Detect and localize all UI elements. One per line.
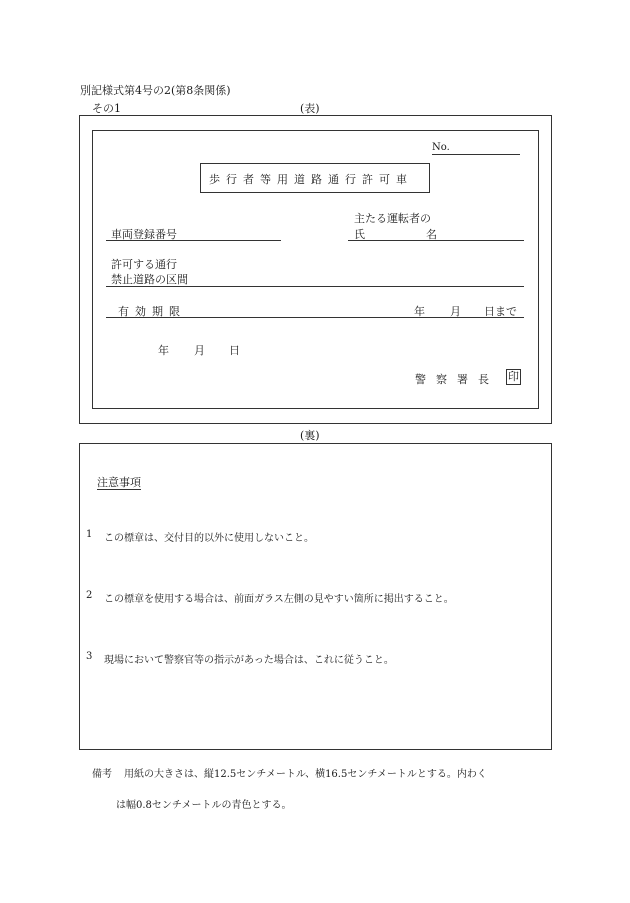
remarks-line-2: は幅0.8センチメートルの青色とする。	[116, 800, 292, 811]
notes-heading: 注意事項	[97, 476, 141, 489]
validity-until: 日まで	[484, 305, 517, 318]
seal-mark: 印	[508, 370, 519, 383]
permit-title: 歩行者等用道路通行許可車	[209, 173, 413, 186]
note-2-num: 2	[86, 590, 93, 601]
no-label: No.	[432, 142, 450, 153]
vehicle-reg-field-line	[106, 240, 281, 241]
sub-label: その1	[92, 102, 121, 115]
front-label: (表)	[300, 102, 320, 115]
note-2-text: この標章を使用する場合は、前面ガラス左側の見やすい箇所に掲出すること。	[104, 594, 454, 605]
note-1-text: この標章は、交付目的以外に使用しないこと。	[104, 533, 314, 544]
back-label: (裏)	[300, 429, 320, 442]
validity-field-line	[106, 317, 524, 318]
main-driver-label: 主たる運転者の	[354, 212, 431, 225]
permitted-road-label-2: 禁止道路の区間	[111, 273, 188, 286]
permitted-road-field-line	[106, 286, 524, 287]
note-3-text: 現場において警察官等の指示があった場合は、これに従うこと。	[104, 655, 394, 666]
validity-year: 年	[414, 305, 425, 318]
permitted-road-label-1: 許可する通行	[111, 258, 177, 271]
name-label-a: 氏	[354, 228, 365, 241]
remarks-line-1: 用紙の大きさは、縦12.5センチメートル、横16.5センチメートルとする。内わく	[124, 769, 487, 780]
issue-year: 年	[158, 344, 169, 357]
name-field-line	[348, 240, 524, 241]
issue-day: 日	[229, 344, 240, 357]
issue-month: 月	[194, 344, 205, 357]
no-field-line	[432, 154, 520, 155]
validity-month: 月	[450, 305, 461, 318]
police-chief-label: 警察署長	[415, 373, 499, 386]
remarks-label: 備考	[92, 769, 112, 780]
validity-label: 有効期限	[118, 305, 186, 318]
note-3-num: 3	[86, 651, 93, 662]
vehicle-reg-label: 車両登録番号	[111, 228, 177, 241]
name-label-b: 名	[426, 228, 437, 241]
note-1-num: 1	[86, 529, 93, 540]
form-title: 別記様式第4号の2(第8条関係)	[80, 84, 231, 97]
